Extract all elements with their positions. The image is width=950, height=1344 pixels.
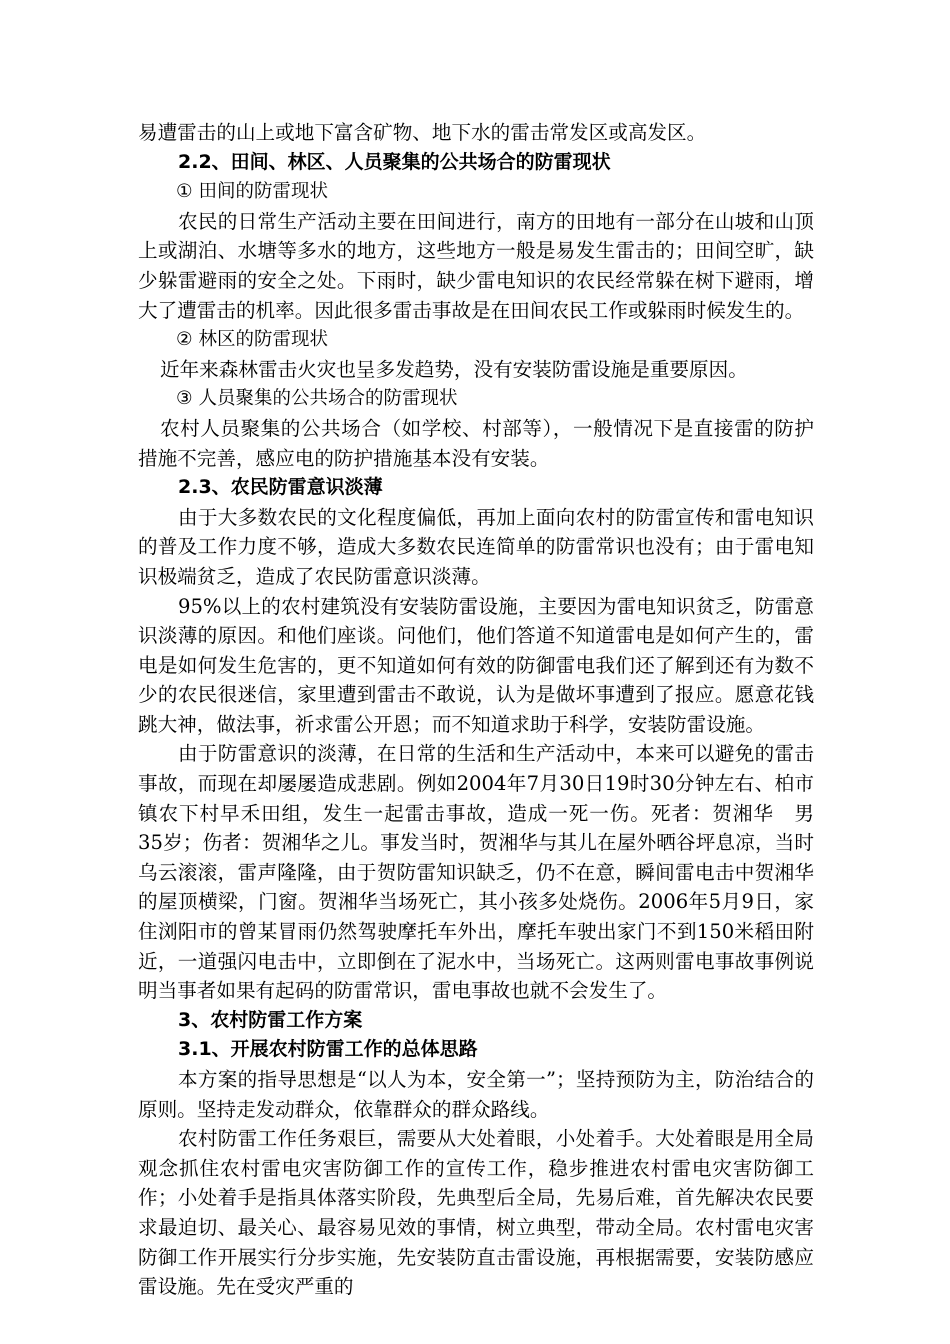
- subheading-forest: ② 林区的防雷现状: [176, 329, 328, 351]
- section-heading-3-1: 3.1、开展农村防雷工作的总体思路: [178, 1038, 478, 1061]
- subheading-field: ① 田间的防雷现状: [176, 181, 328, 203]
- paragraph-work-plan: 农村防雷工作任务艰巨，需要从大处着眼，小处着手。大处着眼是用全局观念抓住农村雷电灾害防御工作的宣传工作，稳步推进农村雷电灾害防御工作；小处着手是指具体落实阶段，先典型后全局，先易后难，首先解决农民要求最迫切、最关心、最容易见效的事情，树立典型，带动全局。农村雷电灾害防御工作开展实行分步实施，先安装防直击雷设施，再根据需要，安装防感应雷设施。先在受灾严重的: [138, 1127, 814, 1299]
- paragraph-awareness: 由于大多数农民的文化程度偏低，再加上面向农村的防雷宣传和雷电知识的普及工作力度不够，造成大多数农民连简单的防雷常识也没有；由于雷电知识极端贫乏，造成了农民防雷意识淡薄。: [138, 505, 814, 588]
- paragraph-continuation: 易遭雷击的山上或地下富含矿物、地下水的雷击常发区或高发区。: [138, 121, 707, 144]
- document-body: [138, 118, 834, 1302]
- section-heading-2-2: 2.2、田间、林区、人员聚集的公共场合的防雷现状: [178, 150, 611, 173]
- subheading-public-places: ③ 人员聚集的公共场合的防雷现状: [176, 388, 458, 410]
- paragraph-public-places: 农村人员聚集的公共场合（如学校、村部等），一般情况下是直接雷的防护措施不完善，感应电的防护措施基本没有安装。: [138, 416, 814, 470]
- paragraph-buildings: 95%以上的农村建筑没有安装防雷设施，主要因为雷电知识贫乏，防雷意识淡薄的原因。和他们座谈。问他们，他们答道不知道雷电是如何产生的，雷电是如何发生危害的，更不知道如何有效的防御雷电我们还了解到还有为数不少的农民很迷信，家里遭到雷击不敢说，认为是做坏事遭到了报应。愿意花钱跳大神，做法事，祈求雷公开恩；而不知道求助于科学，安装防雷设施。: [138, 594, 814, 736]
- paragraph-field: 农民的日常生产活动主要在田间进行，南方的田地有一部分在山坡和山顶上或湖泊、水塘等多水的地方，这些地方一般是易发生雷击的；田间空旷，缺少躲雷避雨的安全之处。下雨时，缺少雷电知识的农民经常躲在树下避雨，增大了遭雷击的机率。因此很多雷击事故是在田间农民工作或躲雨时候发生的。: [138, 209, 814, 322]
- paragraph-forest: 近年来森林雷击火灾也呈多发趋势，没有安装防雷设施是重要原因。: [160, 357, 748, 381]
- paragraph-guiding-principle: 本方案的指导思想是“以人为本，安全第一”；坚持预防为主，防治结合的原则。坚持走发动群众，依靠群众的群众路线。: [138, 1068, 814, 1121]
- section-heading-2-3: 2.3、农民防雷意识淡薄: [178, 476, 383, 499]
- paragraph-incidents: 由于防雷意识的淡薄，在日常的生活和生产活动中，本来可以避免的雷击事故，而现在却屡屡造成悲剧。例如2004年7月30日19时30分钟左右、柏市镇农下村早禾田组，发生一起雷击事故，造成一死一伤。死者：贺湘华 男 35岁；伤者：贺湘华之儿。事发当时，贺湘华与其儿在屋外晒谷坪息凉，当时乌云滚滚，雷声隆隆，由于贺防雷知识缺乏，仍不在意，瞬间雷电击中贺湘华的屋顶横梁，门窗。贺湘华当场死亡，其小孩多处烧伤。2006年5月9日，家住浏阳市的曾某冒雨仍然驾驶摩托车外出，摩托车驶出家门不到150米稻田附近，一道强闪电击中，立即倒在了泥水中，当场死亡。这两则雷电事故事例说明当事者如果有起码的防雷常识，雷电事故也就不会发生了。: [138, 742, 834, 1003]
- section-heading-3: 3、农村防雷工作方案: [178, 1008, 363, 1031]
